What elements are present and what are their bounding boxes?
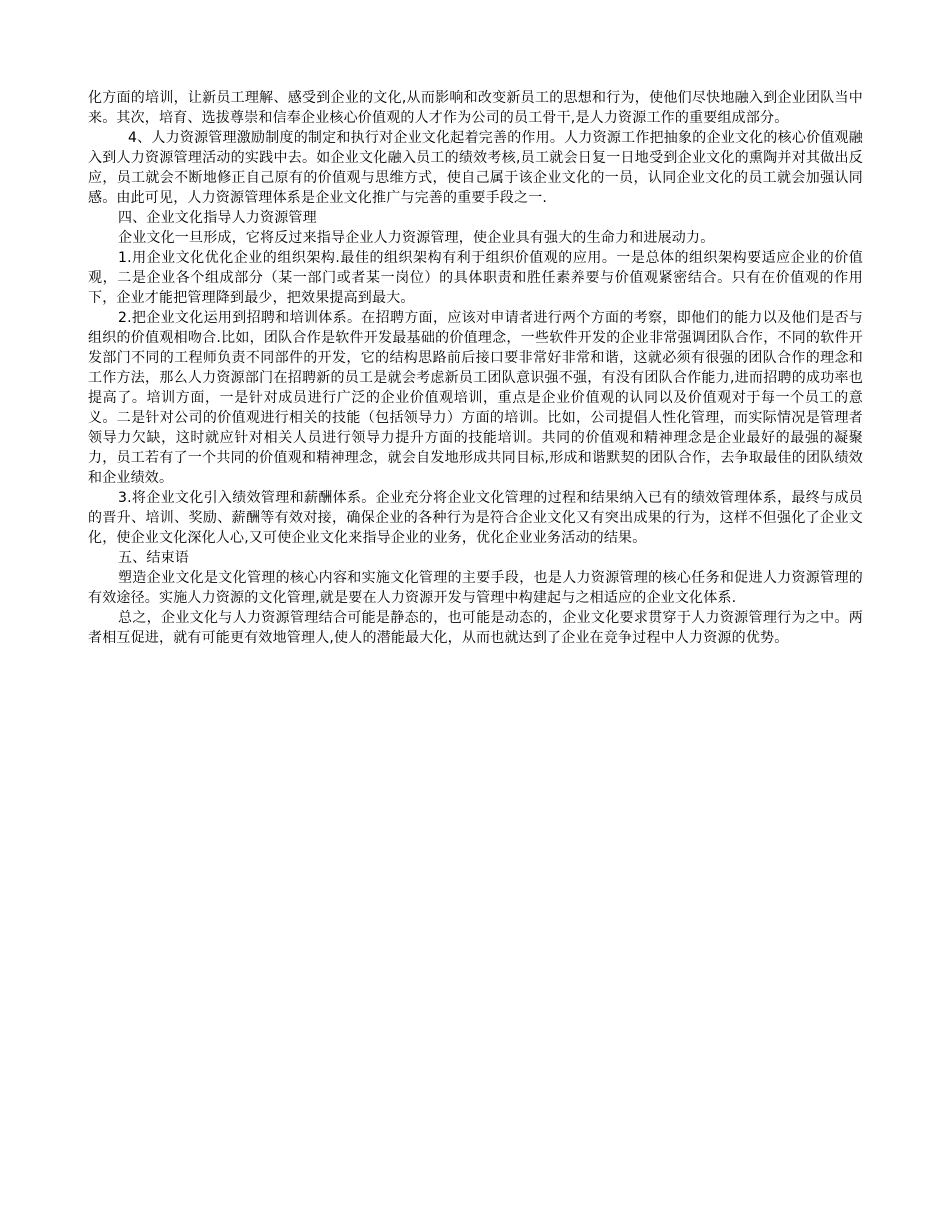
paragraph-conclusion-1: 塑造企业文化是文化管理的核心内容和实施文化管理的主要手段，也是人力资源管理的核心任务和促进人力资源管理的有效途径。实施人力资源的文化管理,就是要在人力资源开发与管理中构建起与之相适应的企业文化体系. [88, 570, 863, 606]
document-page [88, 88, 863, 648]
paragraph-culture-guides-hr: 企业文化一旦形成，它将反过来指导企业人力资源管理，使企业具有强大的生命力和进展动力。 [118, 230, 715, 246]
paragraph-point-1-structure: 1.用企业文化优化企业的组织架构.最佳的组织架构有利于组织价值观的应用。一是总体的组织架构要适应企业的价值观，二是企业各个组成部分（某一部门或者某一岗位）的具体职责和胜任素养要与价值观紧密结合。只有在价值观的作用下，企业才能把管理降到最少，把效果提高到最大。 [88, 250, 863, 306]
paragraph-point-3-performance: 3.将企业文化引入绩效管理和薪酬体系。企业充分将企业文化管理的过程和结果纳入已有的绩效管理体系，最终与成员的晋升、培训、奖励、薪酬等有效对接，确保企业的各种行为是符合企业文化又有突出成果的行为，这样不但强化了企业文化，使企业文化深化人心,又可使企业文化来指导企业的业务，优化企业业务活动的结果。 [88, 490, 863, 546]
paragraph-conclusion-2: 总之，企业文化与人力资源管理结合可能是静态的，也可能是动态的，企业文化要求贯穿于人力资源管理行为之中。两者相互促进，就有可能更有效地管理人,使人的潜能最大化，从而也就达到了企业在竞争过程中人力资源的优势。 [88, 610, 863, 646]
section-heading-5: 五、结束语 [118, 550, 189, 566]
paragraph-point-2-recruitment: 2.把企业文化运用到招聘和培训体系。在招聘方面，应该对申请者进行两个方面的考察，即他们的能力以及他们是否与组织的价值观相吻合.比如，团队合作是软件开发最基础的价值理念，一些软件开发的企业非常强调团队合作，不同的软件开发部门不同的工程师负责不同部件的开发，它的结构思路前后接口要非常好非常和谐，这就必须有很强的团队合作的理念和工作方法，那么人力资源部门在招聘新的员工是就会考虑新员工团队意识强不强，有没有团队合作能力,进而招聘的成功率也提高了。培训方面，一是针对成员进行广泛的企业价值观培训，重点是企业价值观的认同以及价值观对于每一个员工的意义。二是针对公司的价值观进行相关的技能（包括领导力）方面的培训。比如，公司提倡人性化管理，而实际情况是管理者领导力欠缺，这时就应针对相关人员进行领导力提升方面的技能培训。共同的价值观和精神理念是企业最好的最强的凝聚力，员工若有了一个共同的价值观和精神理念，就会自发地形成共同目标,形成和谐默契的团队合作，去争取最佳的团队绩效和企业绩效。 [88, 310, 863, 486]
paragraph-hr-training-continued: 化方面的培训，让新员工理解、感受到企业的文化,从而影响和改变新员工的思想和行为，使他们尽快地融入到企业团队当中来。其次，培育、选拔尊崇和信奉企业核心价值观的人才作为公司的员工骨干,是人力资源工作的重要组成部分。 [88, 90, 863, 126]
paragraph-point-4-incentive: 4、人力资源管理激励制度的制定和执行对企业文化起着完善的作用。人力资源工作把抽象的企业文化的核心价值观融入到人力资源管理活动的实践中去。如企业文化融入员工的绩效考核,员工就会日复一日地受到企业文化的熏陶并对其做出反应，员工就会不断地修正自己原有的价值观与思维方式，使自己属于该企业文化的一员，认同企业文化的员工就会加强认同感。由此可见，人力资源管理体系是企业文化推广与完善的重要手段之一. [88, 130, 863, 206]
section-heading-4: 四、企业文化指导人力资源管理 [118, 210, 317, 226]
